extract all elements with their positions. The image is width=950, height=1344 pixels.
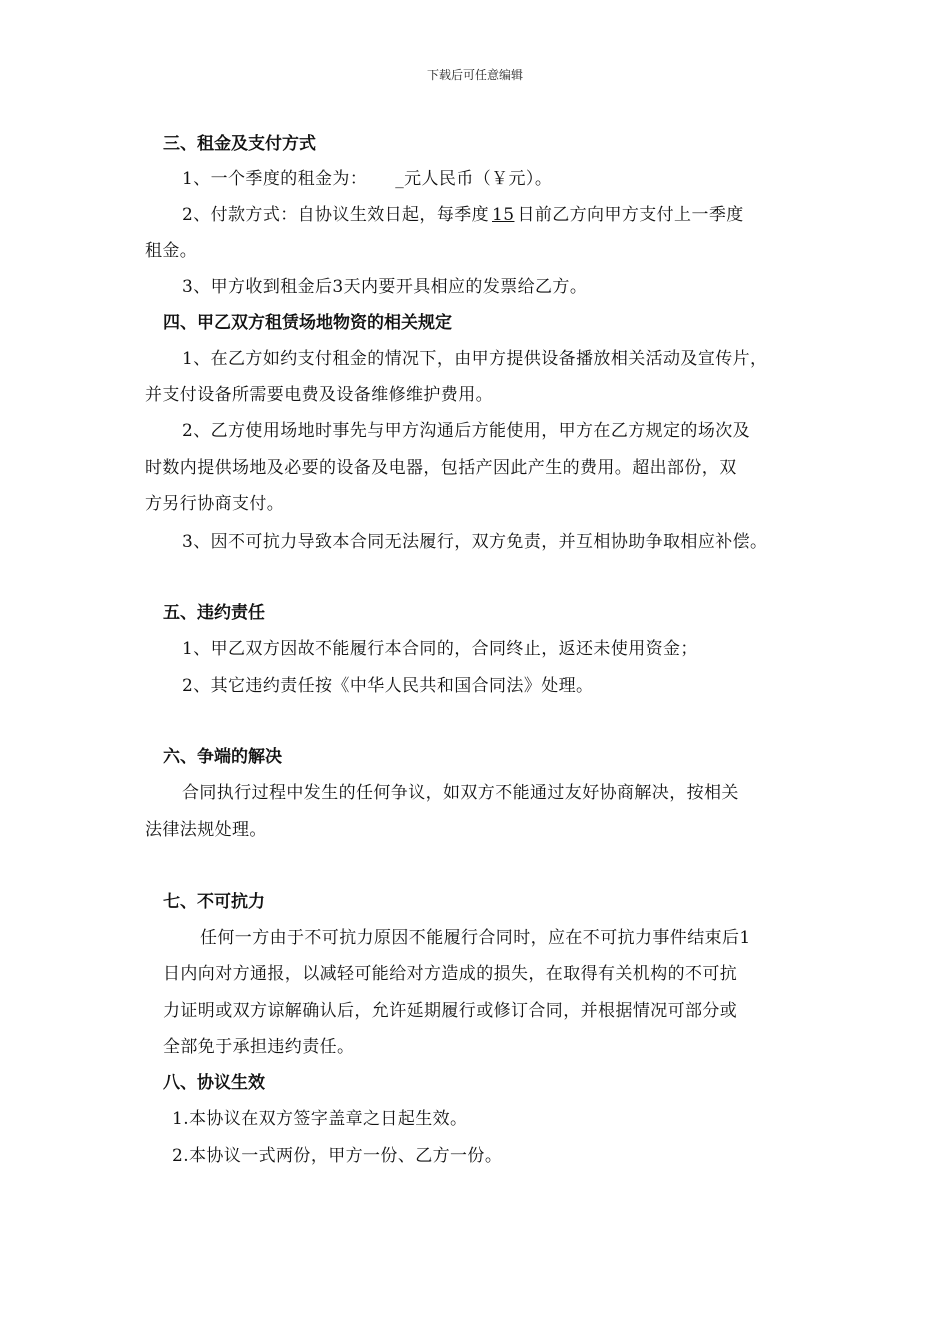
s4-line-2: 2、乙方使用场地时事先与甲方沟通后方能使用，甲方在乙方规定的场次及	[182, 421, 751, 441]
section-7-title: 七、不可抗力	[163, 892, 265, 912]
s7-line-3: 力证明或双方谅解确认后，允许延期履行或修订合同，并根据情况可部分或	[163, 1001, 738, 1021]
s5-line-1: 1、甲乙双方因故不能履行本合同的，合同终止，返还未使用资金；	[182, 639, 698, 659]
s6-line-1: 合同执行过程中发生的任何争议，如双方不能通过友好协商解决，按相关	[182, 783, 739, 803]
s8-line-2: 2.本协议一式两份，甲方一份、乙方一份。	[172, 1146, 503, 1166]
s7-line-4: 全部免于承担违约责任。	[163, 1037, 355, 1057]
s3-rent-value: _元人民币（￥元）。	[395, 169, 553, 189]
s3-line-2	[182, 200, 744, 225]
s3-rent-label: 1、一个季度的租金为：	[182, 169, 368, 189]
s7-line-2: 日内向对方通报，以减轻可能给对方造成的损失，在取得有关机构的不可抗	[163, 964, 738, 984]
section-4-title: 四、甲乙双方租赁场地物资的相关规定	[163, 313, 452, 333]
s3-line-3: 3、甲方收到租金后3天内要开具相应的发票给乙方。	[182, 277, 588, 297]
s4-line-1-cont: 并支付设备所需要电费及设备维修维护费用。	[145, 385, 493, 405]
s3-payment-text-a: 2、付款方式：自协议生效日起，每季度	[182, 205, 490, 225]
section-6-title: 六、争端的解决	[163, 747, 282, 767]
s4-line-3: 3、因不可抗力导致本合同无法履行，双方免责，并互相协助争取相应补偿。	[182, 532, 768, 552]
s4-line-1: 1、在乙方如约支付租金的情况下，由甲方提供设备播放相关活动及宣传片，	[182, 349, 768, 369]
s7-line-1: 任何一方由于不可抗力原因不能履行合同时，应在不可抗力事件结束后1	[200, 928, 751, 948]
s4-line-2-cont: 时数内提供场地及必要的设备及电器，包括产因此产生的费用。超出部份，双	[145, 458, 737, 478]
s3-line-1	[182, 164, 552, 189]
section-8-title: 八、协议生效	[163, 1073, 265, 1093]
page-header: 下载后可任意编辑	[426, 68, 523, 82]
s5-line-2: 2、其它违约责任按《中华人民共和国合同法》处理。	[182, 676, 594, 696]
s6-line-1-cont: 法律法规处理。	[145, 820, 267, 840]
s4-line-2-cont2: 方另行协商支付。	[145, 494, 285, 514]
s3-payment-day: 15	[492, 205, 515, 225]
s3-line-2-cont: 租金。	[145, 241, 198, 261]
s3-payment-text-b: 日前乙方向甲方支付上一季度	[517, 205, 744, 225]
section-3-title: 三、租金及支付方式	[163, 134, 316, 154]
s8-line-1: 1.本协议在双方签字盖章之日起生效。	[172, 1109, 468, 1129]
section-5-title: 五、违约责任	[163, 603, 265, 623]
